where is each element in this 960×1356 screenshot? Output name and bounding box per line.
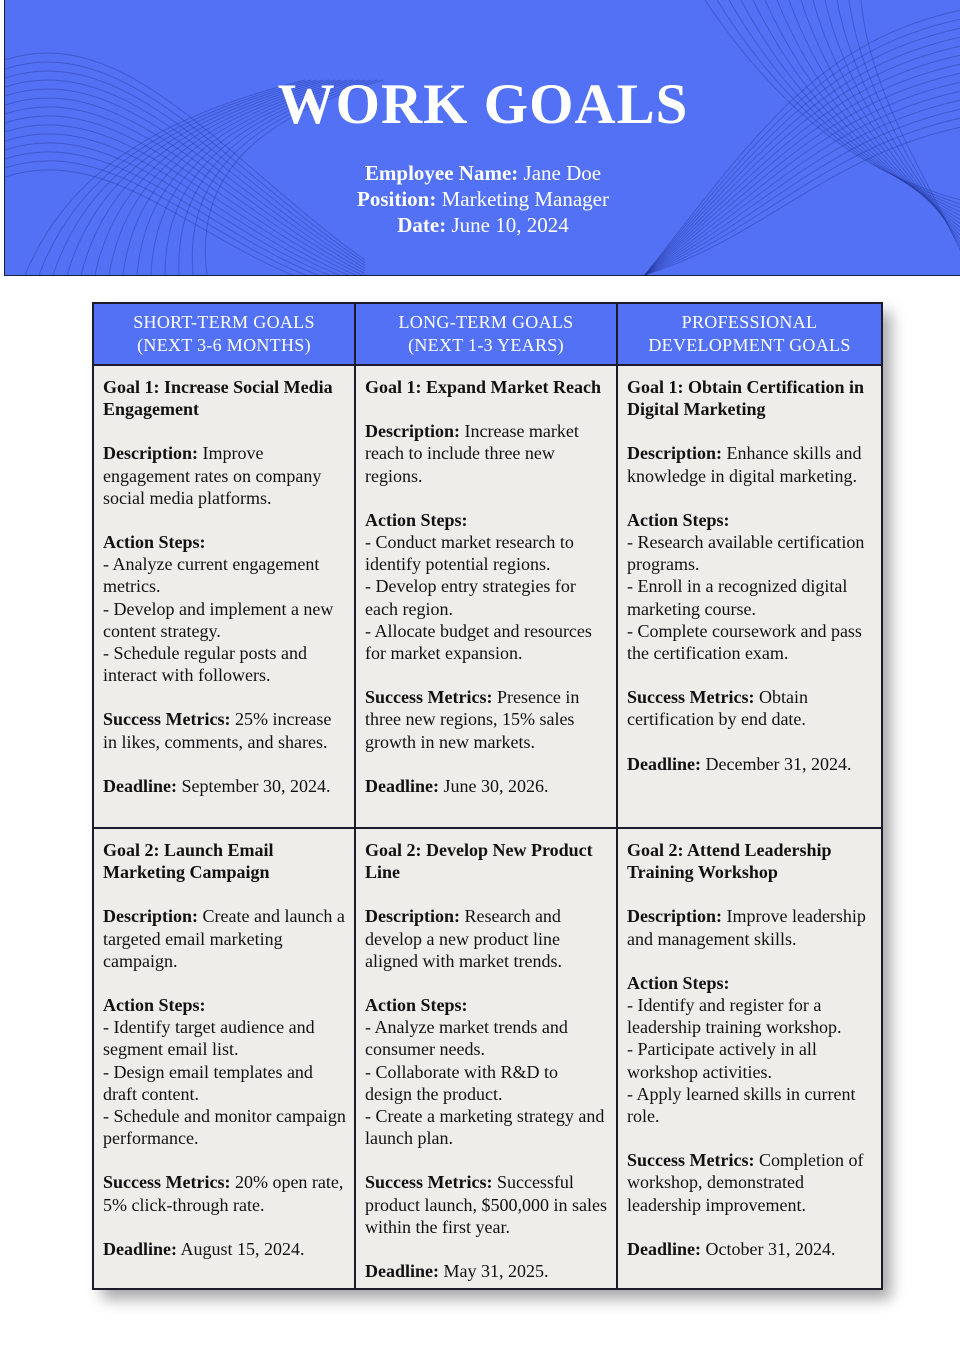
description-label: Description: [365,421,460,442]
description-label: Description: [365,906,460,927]
success-metrics [365,686,608,753]
description-label: Description: [103,906,198,927]
action-step: - Develop and implement a new content strategy. [103,598,334,641]
action-step: - Analyze current engagement metrics. [103,554,320,597]
position-line [5,186,960,212]
action-steps [627,972,873,1127]
success-metrics-text: Obtain certification by end date. [627,687,808,730]
action-steps-label: Action Steps: [627,972,730,993]
action-steps [365,509,608,664]
success-metrics [627,686,873,730]
deadline-label: Deadline: [627,753,701,774]
goal-title: Goal 2: Launch Email Marketing Campaign [103,840,274,883]
deadline-label: Deadline: [365,775,439,796]
header-line: LONG-TERM GOALS [398,312,574,332]
page-title: WORK GOALS [277,73,689,136]
deadline [627,1238,873,1260]
goal-cell [617,828,882,1289]
description-text: Enhance skills and knowledge in digital marketing. [627,443,862,486]
goal-title: Goal 1: Obtain Certification in Digital Marketing [627,377,864,420]
goal-row [93,828,882,1289]
date-label: Date: [397,213,447,237]
action-step: - Create a marketing strategy and launch plan. [365,1106,605,1149]
action-step: - Allocate budget and resources for market expansion. [365,620,592,664]
action-steps-label: Action Steps: [103,995,206,1016]
deadline-label: Deadline: [103,1238,177,1259]
goal-description [103,442,346,509]
goal-description [365,420,608,487]
deadline [365,775,608,797]
goal-description [627,442,873,486]
action-step: - Apply learned skills in current role. [627,1083,856,1127]
success-metrics [627,1149,873,1216]
description-text: Improve engagement rates on company social media platforms. [103,443,322,508]
action-step: - Identify and register for a leadership training workshop. [627,995,842,1038]
position-value: Marketing Manager [441,187,609,211]
description-text: Increase market reach to include three new regions. [365,421,579,486]
goal-title: Goal 1: Increase Social Media Engagement [103,377,333,420]
deadline-text: June 30, 2026. [443,775,549,796]
deadline [103,1238,346,1260]
action-steps-label: Action Steps: [627,509,730,530]
action-steps-label: Action Steps: [365,509,468,530]
action-steps [627,509,873,664]
action-step: - Research available certification programs. [627,532,865,575]
success-metrics-label: Success Metrics: [627,1150,755,1171]
action-step: - Analyze market trends and consumer needs. [365,1017,568,1060]
action-step: - Complete coursework and pass the certification exam. [627,620,862,664]
goal-title: Goal 2: Attend Leadership Training Workshop [627,840,832,883]
employee-name-line [5,160,960,186]
success-metrics-text: Completion of workshop, demonstrated leadership improvement. [627,1150,864,1215]
action-step: - Collaborate with R&D to design the product. [365,1061,558,1104]
action-step: - Design email templates and draft content. [103,1061,313,1104]
deadline [365,1260,608,1282]
success-metrics-label: Success Metrics: [103,709,231,730]
date-line [5,212,960,238]
action-steps-label: Action Steps: [103,532,206,553]
action-steps [365,994,608,1149]
goal-description [365,905,608,972]
goal-description [627,905,873,949]
date-value: June 10, 2024 [451,213,569,237]
goal-row [93,365,882,828]
success-metrics-text: Presence in three new regions, 15% sales growth in new markets. [365,687,580,752]
success-metrics-label: Success Metrics: [365,687,493,708]
employee-name-label: Employee Name: [364,161,519,185]
success-metrics-text: 25% increase in likes, comments, and shares. [103,709,332,752]
description-label: Description: [103,443,198,464]
goal-cell [617,365,882,828]
success-metrics [103,708,346,752]
success-metrics [365,1171,608,1238]
description-text: Research and develop a new product line aligned with market trends. [365,906,562,971]
deadline-label: Deadline: [103,775,177,796]
action-step: - Schedule regular posts and interact with followers. [103,643,307,686]
deadline-text: May 31, 2025. [443,1261,549,1282]
employee-name-value: Jane Doe [523,161,602,185]
action-steps-label: Action Steps: [365,995,468,1016]
position-label: Position: [357,187,437,211]
deadline-label: Deadline: [365,1261,439,1282]
success-metrics-text: 20% open rate, 5% click-through rate. [103,1172,344,1215]
deadline-text: October 31, 2024. [705,1238,836,1259]
employee-info [5,160,960,238]
deadline-label: Deadline: [627,1238,701,1259]
goal-cell [355,365,617,828]
header-line: (NEXT 3-6 MONTHS) [137,335,311,355]
goal-title: Goal 1: Expand Market Reach [365,377,601,397]
description-label: Description: [627,443,722,464]
table-header-row [93,303,882,365]
goal-cell [93,365,355,828]
description-text: Improve leadership and management skills. [627,906,866,949]
action-steps [103,531,346,686]
column-header-long-term [355,303,617,365]
goals-table [92,302,883,1290]
action-steps [103,994,346,1149]
action-step: - Enroll in a recognized digital marketing course. [627,576,848,619]
action-step: - Identify target audience and segment email list. [103,1017,315,1060]
deadline [627,753,873,775]
header-line: DEVELOPMENT GOALS [648,335,851,355]
deadline [103,775,346,797]
column-header-short-term [93,303,355,365]
goal-cell [355,828,617,1289]
action-step: - Schedule and monitor campaign performance. [103,1106,346,1149]
deadline-text: September 30, 2024. [181,775,331,796]
success-metrics-label: Success Metrics: [627,687,755,708]
goal-description [103,905,346,972]
action-step: - Participate actively in all workshop activities. [627,1039,817,1082]
success-metrics-text: Successful product launch, $500,000 in sales within the first year. [365,1172,607,1237]
goals-table-container [92,302,881,1289]
action-step: - Conduct market research to identify potential regions. [365,532,574,575]
header-line: SHORT-TERM GOALS [133,312,315,332]
column-header-professional [617,303,882,365]
deadline-text: December 31, 2024. [705,753,852,774]
goal-title: Goal 2: Develop New Product Line [365,840,593,883]
goal-cell [93,828,355,1289]
description-label: Description: [627,906,722,927]
success-metrics-label: Success Metrics: [103,1172,231,1193]
success-metrics [103,1171,346,1215]
description-text: Create and launch a targeted email marketing campaign. [103,906,345,971]
action-step: - Develop entry strategies for each region. [365,576,576,619]
header-line: (NEXT 1-3 YEARS) [408,335,564,355]
header-line: PROFESSIONAL [681,312,818,332]
header-banner [4,0,960,276]
success-metrics-label: Success Metrics: [365,1172,493,1193]
deadline-text: August 15, 2024. [180,1238,305,1259]
